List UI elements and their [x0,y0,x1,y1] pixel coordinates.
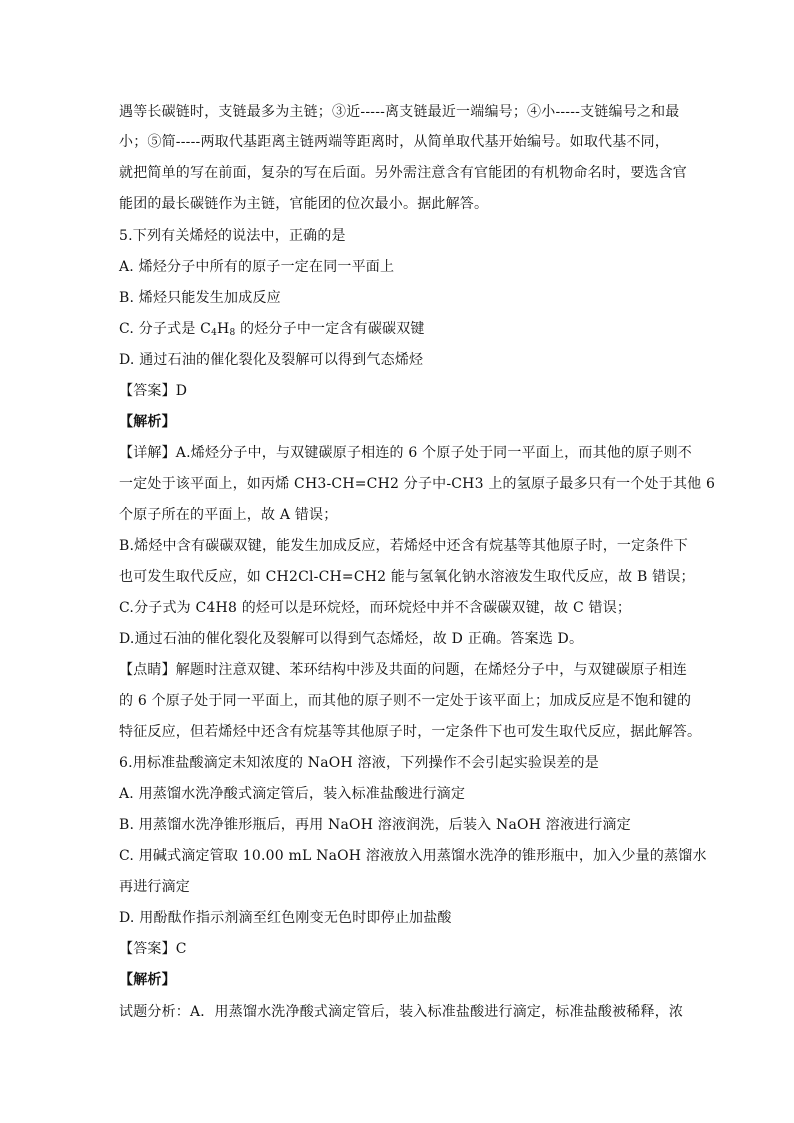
intro-line-1: 遇等长碳链时，支链最多为主链；③近-----离支链最近一端编号；④小-----支链编号之和最 [119,104,680,120]
question-6-analysis-line-1: 试题分析：A．用蒸馏水洗净酸式滴定管后，装入标准盐酸进行滴定，标准盐酸被稀释，浓 [119,1004,684,1020]
question-6-option-d: D. 用酚酞作指示剂滴至红色刚变无色时即停止加盐酸 [119,910,452,926]
question-5-tip-line-1: 【点睛】解题时注意双键、苯环结构中涉及共面的问题，在烯烃分子中，与双键碳原子相连 [119,662,687,678]
intro-line-2: 小；⑤简-----两取代基距离主链两端等距离时，从简单取代基开始编号。如取代基不同， [119,134,670,150]
question-5-stem: 5.下列有关烯烃的说法中，正确的是 [119,228,346,244]
question-5-detail-line-1: 【详解】A.烯烃分子中，与双键碳原子相连的 6 个原子处于同一平面上，而其他的原子则不 [119,445,692,461]
formula-h: H [217,321,230,337]
intro-line-4: 能团的最长碳链作为主链，官能团的位次最小。据此解答。 [119,196,489,212]
question-5-option-c [119,320,679,338]
question-6-option-a: A. 用蒸馏水洗净酸式滴定管后，装入标准盐酸进行滴定 [119,786,466,802]
question-6-stem: 6.用标准盐酸滴定未知浓度的 NaOH 溶液，下列操作不会引起实验误差的是 [119,755,599,771]
question-6-option-b: B. 用蒸馏水洗净锥形瓶后，再用 NaOH 溶液润洗，后装入 NaOH 溶液进行滴定 [119,817,631,833]
question-6-answer: 【答案】C [119,941,187,957]
question-5-d-explain: D.通过石油的催化裂化及裂解可以得到气态烯烃，故 D 正确。答案选 D。 [119,631,584,647]
question-5-option-a: A. 烯烃分子中所有的原子一定在同一平面上 [119,259,395,275]
question-5-detail-line-3: 个原子所在的平面上，故 A 错误； [119,507,338,523]
option-c-prefix: C. 分子式是 C [119,321,212,337]
question-5-tip-line-2: 的 6 个原子处于同一平面上，而其他的原子则不一定处于该平面上；加成反应是不饱和键的 [119,693,692,709]
question-6-analysis-heading: 【解析】 [119,972,176,988]
question-5-analysis-heading: 【解析】 [119,414,176,430]
question-5-option-b: B. 烯烃只能发生加成反应 [119,290,281,306]
question-6-option-c-line-2: 再进行滴定 [119,879,190,895]
question-6-option-c-line-1: C. 用碱式滴定管取 10.00 mL NaOH 溶液放入用蒸馏水洗净的锥形瓶中，加入少量的蒸馏水 [119,848,707,864]
question-5-c-explain: C.分子式为 C4H8 的烃可以是环烷烃，而环烷烃中并不含碳碳双键，故 C 错误； [119,600,632,616]
question-5-option-d: D. 通过石油的催化裂化及裂解可以得到气态烯烃 [119,352,424,368]
question-5-answer: 【答案】D [119,383,188,399]
option-c-suffix: 的烃分子中一定含有碳碳双键 [235,321,425,337]
intro-line-3: 就把简单的写在前面，复杂的写在后面。另外需注意含有官能团的有机物命名时，要选含官 [119,165,687,181]
question-5-detail-line-2: 一定处于该平面上，如丙烯 CH3-CH=CH2 分子中-CH3 上的氢原子最多只有一个处于其他 6 [119,476,716,492]
subscript: 8 [229,328,236,338]
question-5-tip-line-3: 特征反应，但若烯烃中还含有烷基等其他原子时，一定条件下也可发生取代反应，据此解答。 [119,724,702,740]
subscript: 4 [211,328,218,338]
question-5-b-explain-1: B.烯烃中含有碳碳双键，能发生加成反应，若烯烃中还含有烷基等其他原子时，一定条件下 [119,538,688,554]
question-5-b-explain-2: 也可发生取代反应，如 CH2Cl-CH=CH2 能与氢氧化钠水溶液发生取代反应，故 B 错误； [119,569,695,585]
